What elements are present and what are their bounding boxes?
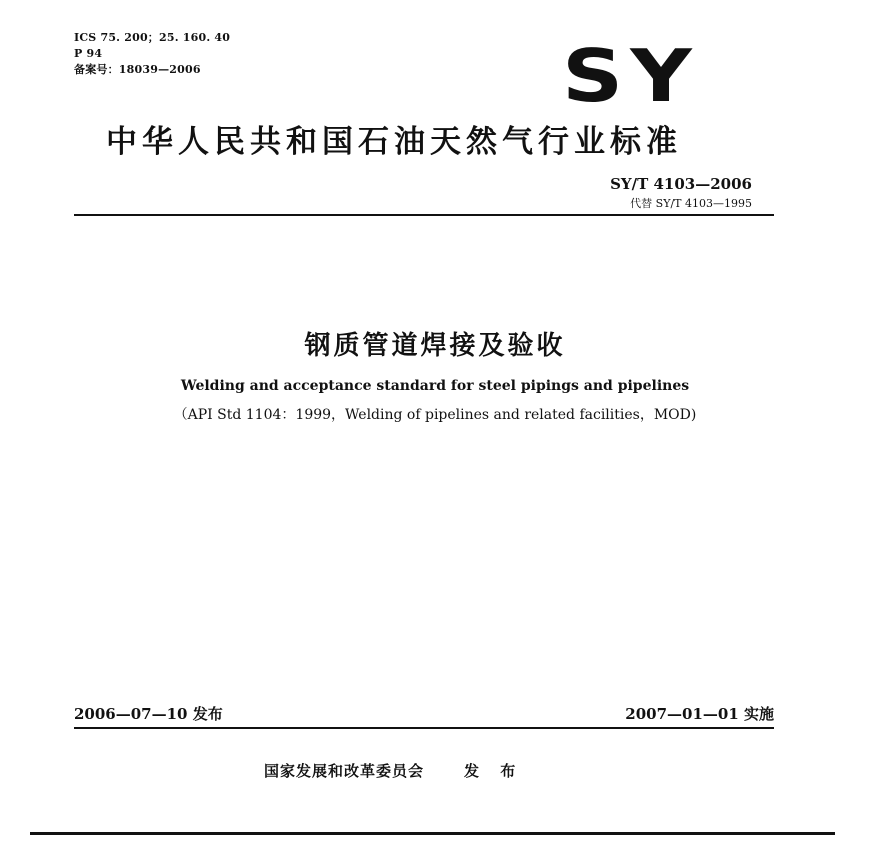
standard-category-title: 中华人民共和国石油天然气行业标准 (106, 124, 682, 160)
issuer-name: 国家发展和改革委员会 (264, 762, 425, 780)
bottom-divider (30, 832, 835, 835)
document-title-en: Welding and acceptance standard for steel pipings and pipelines (180, 378, 690, 394)
header-meta (74, 30, 230, 78)
document-title-cn: 钢质管道焊接及验收 (304, 331, 566, 361)
date-divider (74, 727, 774, 729)
sy-logo: SY (562, 34, 699, 118)
standard-number: SY/T 4103—2006 (610, 175, 752, 193)
top-divider (74, 214, 774, 216)
replaces-standard: 代替 SY/T 4103—1995 (630, 197, 752, 210)
ics-code: ICS 75. 200；25. 160. 40 (74, 31, 231, 44)
ccs-code: P 94 (74, 47, 103, 60)
issuer-action: 发 布 (464, 762, 524, 780)
filing-number: 备案号：18039—2006 (74, 63, 201, 76)
issue-date: 2006—07—10 发布 (74, 705, 223, 723)
issuer-line (264, 760, 523, 781)
adoption-note: （API Std 1104：1999，Welding of pipelines and related facilities，MOD) (173, 407, 697, 423)
effective-date: 2007—01—01 实施 (625, 705, 774, 723)
